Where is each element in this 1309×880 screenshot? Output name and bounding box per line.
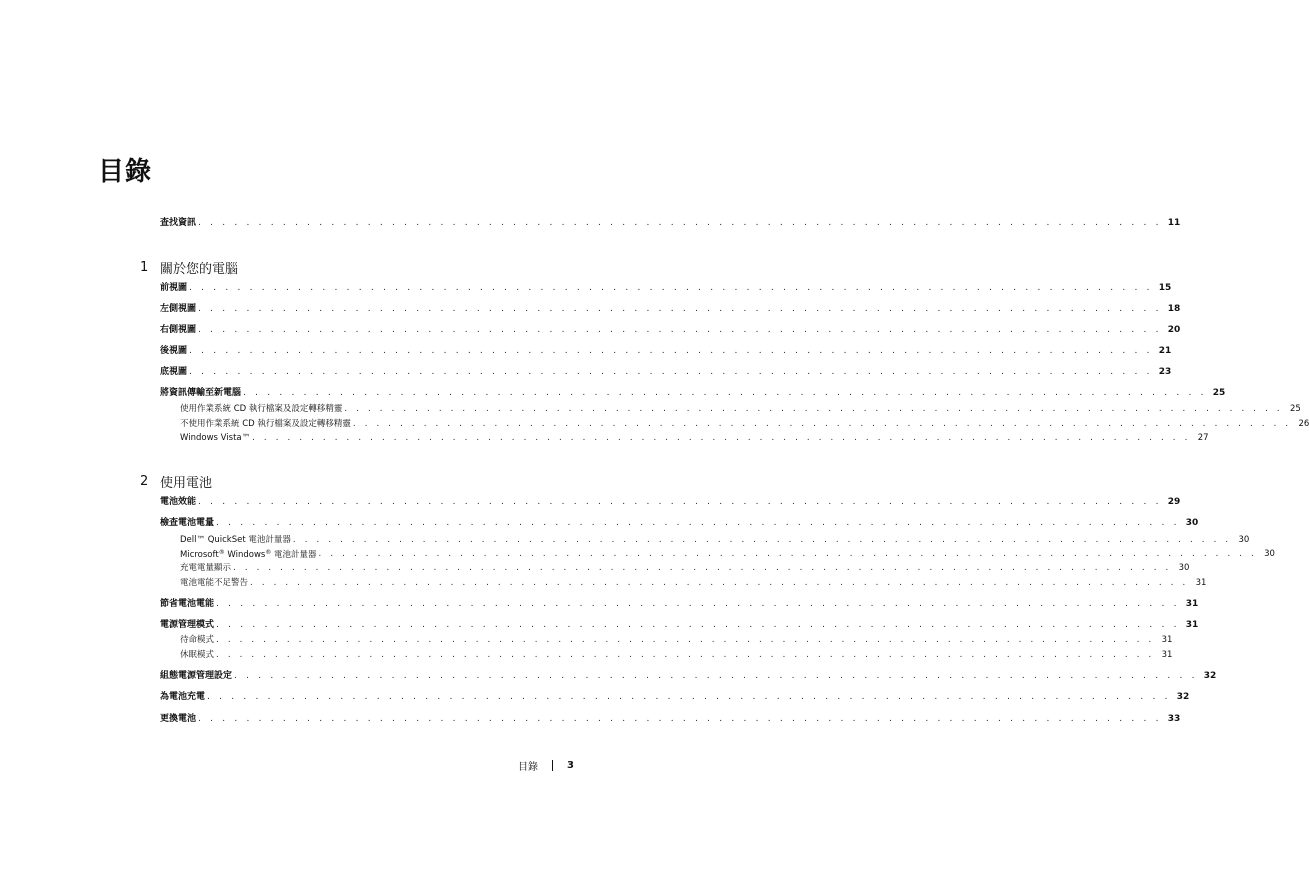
toc-page-number: 32 — [1203, 671, 1217, 681]
dot-leader: . . . . . . . . . . . . . . . . . . . . . . . . . . . . . . . . . . . . . . . . . . . . . . . . . . . . . . . . . . . . . . . . . . . . . . . . . . . . . . . . — [216, 635, 1155, 645]
page-footer — [518, 758, 574, 773]
toc-page-number: 31 — [1185, 620, 1199, 630]
toc-entry[interactable] — [160, 386, 1226, 400]
page-title: 目錄 — [98, 157, 153, 187]
toc-entry-label: 節省電池電能 — [160, 599, 215, 609]
toc-subentry[interactable] — [180, 576, 1207, 590]
toc-subentry[interactable] — [180, 402, 1301, 416]
toc-entry-label: 前視圖 — [160, 283, 188, 293]
toc-page-number: 30 — [1238, 535, 1250, 545]
toc-page-number: 31 — [1161, 635, 1173, 645]
dot-leader: . . . . . . . . . . . . . . . . . . . . . . . . . . . . . . . . . . . . . . . . . . . . . . . . . . . . . . . . . . . . . . . . . . . . . . . . . . . . . . . . — [318, 549, 1257, 559]
toc-entry[interactable] — [160, 516, 1199, 530]
dot-leader: . . . . . . . . . . . . . . . . . . . . . . . . . . . . . . . . . . . . . . . . . . . . . . . . . . . . . . . . . . . . . . . . . . . . . . . . . . . . . . . . — [352, 419, 1292, 429]
toc-entry-label: 電池效能 — [160, 497, 197, 507]
dot-leader: . . . . . . . . . . . . . . . . . . . . . . . . . . . . . . . . . . . . . . . . . . . . . . . . . . . . . . . . . . . . . . . . . . . . . . . . . . . . . . . . — [207, 692, 1171, 702]
toc-entry-label: 組態電源管理設定 — [160, 671, 233, 681]
toc-page-number: 33 — [1167, 714, 1181, 724]
toc-page-number: 21 — [1158, 346, 1172, 356]
toc-entry[interactable] — [160, 323, 1181, 337]
toc-page-number: 31 — [1161, 650, 1173, 660]
toc-entry-label: Windows Vista™ — [180, 433, 251, 443]
footer-page-number: 3 — [567, 760, 574, 771]
toc-entry[interactable] — [160, 495, 1181, 509]
dot-leader: . . . . . . . . . . . . . . . . . . . . . . . . . . . . . . . . . . . . . . . . . . . . . . . . . . . . . . . . . . . . . . . . . . . . . . . . . . . . . . . . — [243, 388, 1207, 398]
toc-subentry[interactable] — [180, 561, 1190, 575]
dot-leader: . . . . . . . . . . . . . . . . . . . . . . . . . . . . . . . . . . . . . . . . . . . . . . . . . . . . . . . . . . . . . . . . . . . . . . . . . . . . . . . . — [216, 518, 1180, 528]
toc-page-number: 11 — [1167, 218, 1181, 228]
toc-entry-label: 休眠模式 — [180, 650, 215, 660]
chapter-title: 關於您的電腦 — [160, 261, 239, 277]
toc-subentry[interactable] — [180, 547, 1275, 561]
toc-subentry[interactable] — [180, 533, 1250, 547]
toc-page-number: 15 — [1158, 283, 1172, 293]
toc-page-number: 20 — [1167, 325, 1181, 335]
toc-entry-label: 檢查電池電量 — [160, 518, 215, 528]
toc-page-number: 26 — [1298, 419, 1309, 429]
dot-leader: . . . . . . . . . . . . . . . . . . . . . . . . . . . . . . . . . . . . . . . . . . . . . . . . . . . . . . . . . . . . . . . . . . . . . . . . . . . . . . . . — [234, 671, 1198, 681]
toc-entry-label: 電源管理模式 — [160, 620, 215, 630]
toc-entry-label: 為電池充電 — [160, 692, 206, 702]
toc-page-number: 29 — [1167, 497, 1181, 507]
toc-page-number: 23 — [1158, 367, 1172, 377]
dot-leader: . . . . . . . . . . . . . . . . . . . . . . . . . . . . . . . . . . . . . . . . . . . . . . . . . . . . . . . . . . . . . . . . . . . . . . . . . . . . . . . . — [198, 497, 1162, 507]
chapter-heading — [140, 472, 212, 490]
toc-entry[interactable] — [160, 216, 1181, 230]
toc-entry-label: 後視圖 — [160, 346, 188, 356]
dot-leader: . . . . . . . . . . . . . . . . . . . . . . . . . . . . . . . . . . . . . . . . . . . . . . . . . . . . . . . . . . . . . . . . . . . . . . . . . . . . . . . . — [216, 650, 1155, 660]
dot-leader: . . . . . . . . . . . . . . . . . . . . . . . . . . . . . . . . . . . . . . . . . . . . . . . . . . . . . . . . . . . . . . . . . . . . . . . . . . . . . . . . — [216, 620, 1180, 630]
toc-page-number: 30 — [1185, 518, 1199, 528]
toc-page-number: 18 — [1167, 304, 1181, 314]
toc-page-number: 25 — [1212, 388, 1226, 398]
toc-entry-label: 電池電能不足警告 — [180, 578, 249, 588]
toc-entry-label: 使用作業系統 CD 執行檔案及設定轉移精靈 — [180, 404, 343, 414]
toc-entry-label: 右側視圖 — [160, 325, 197, 335]
toc-entry[interactable] — [160, 669, 1217, 683]
toc-page-number: 31 — [1185, 599, 1199, 609]
dot-leader: . . . . . . . . . . . . . . . . . . . . . . . . . . . . . . . . . . . . . . . . . . . . . . . . . . . . . . . . . . . . . . . . . . . . . . . . . . . . . . . . — [252, 433, 1191, 443]
footer-section-label: 目錄 — [518, 762, 539, 773]
toc-entry[interactable] — [160, 618, 1199, 632]
dot-leader: . . . . . . . . . . . . . . . . . . . . . . . . . . . . . . . . . . . . . . . . . . . . . . . . . . . . . . . . . . . . . . . . . . . . . . . . . . . . . . . . — [189, 367, 1153, 377]
toc-page-number: 25 — [1289, 404, 1301, 414]
toc-entry[interactable] — [160, 597, 1199, 611]
chapter-number: 2 — [140, 473, 149, 489]
chapter-heading — [140, 258, 238, 276]
toc-entry[interactable] — [160, 712, 1181, 726]
toc-subentry[interactable] — [180, 417, 1309, 431]
chapter-number: 1 — [140, 259, 149, 275]
toc-subentry[interactable] — [180, 648, 1173, 662]
dot-leader: . . . . . . . . . . . . . . . . . . . . . . . . . . . . . . . . . . . . . . . . . . . . . . . . . . . . . . . . . . . . . . . . . . . . . . . . . . . . . . . . — [292, 535, 1232, 545]
dot-leader: . . . . . . . . . . . . . . . . . . . . . . . . . . . . . . . . . . . . . . . . . . . . . . . . . . . . . . . . . . . . . . . . . . . . . . . . . . . . . . . . — [198, 325, 1162, 335]
toc-page-number: 32 — [1176, 692, 1190, 702]
toc-page-number: 27 — [1197, 433, 1209, 443]
toc-entry-label: 底視圖 — [160, 367, 188, 377]
toc-page-number: 30 — [1178, 563, 1190, 573]
dot-leader: . . . . . . . . . . . . . . . . . . . . . . . . . . . . . . . . . . . . . . . . . . . . . . . . . . . . . . . . . . . . . . . . . . . . . . . . . . . . . . . . — [216, 599, 1180, 609]
toc-entry-label: 不使用作業系統 CD 執行檔案及設定轉移精靈 — [180, 419, 351, 429]
dot-leader: . . . . . . . . . . . . . . . . . . . . . . . . . . . . . . . . . . . . . . . . . . . . . . . . . . . . . . . . . . . . . . . . . . . . . . . . . . . . . . . . — [198, 714, 1162, 724]
toc-subentry[interactable] — [180, 431, 1209, 445]
dot-leader: . . . . . . . . . . . . . . . . . . . . . . . . . . . . . . . . . . . . . . . . . . . . . . . . . . . . . . . . . . . . . . . . . . . . . . . . . . . . . . . . — [189, 283, 1153, 293]
dot-leader: . . . . . . . . . . . . . . . . . . . . . . . . . . . . . . . . . . . . . . . . . . . . . . . . . . . . . . . . . . . . . . . . . . . . . . . . . . . . . . . . — [344, 404, 1283, 414]
toc-entry[interactable] — [160, 365, 1172, 379]
toc-entry-label: 將資訊傳輸至新電腦 — [160, 388, 242, 398]
footer-divider — [552, 760, 553, 771]
dot-leader: . . . . . . . . . . . . . . . . . . . . . . . . . . . . . . . . . . . . . . . . . . . . . . . . . . . . . . . . . . . . . . . . . . . . . . . . . . . . . . . . — [198, 304, 1162, 314]
dot-leader: . . . . . . . . . . . . . . . . . . . . . . . . . . . . . . . . . . . . . . . . . . . . . . . . . . . . . . . . . . . . . . . . . . . . . . . . . . . . . . . . — [233, 563, 1172, 573]
dot-leader: . . . . . . . . . . . . . . . . . . . . . . . . . . . . . . . . . . . . . . . . . . . . . . . . . . . . . . . . . . . . . . . . . . . . . . . . . . . . . . . . — [250, 578, 1189, 588]
toc-page-number: 30 — [1264, 549, 1275, 559]
dot-leader: . . . . . . . . . . . . . . . . . . . . . . . . . . . . . . . . . . . . . . . . . . . . . . . . . . . . . . . . . . . . . . . . . . . . . . . . . . . . . . . . — [198, 218, 1162, 228]
toc-entry-label: 充電電量顯示 — [180, 563, 232, 573]
dot-leader: . . . . . . . . . . . . . . . . . . . . . . . . . . . . . . . . . . . . . . . . . . . . . . . . . . . . . . . . . . . . . . . . . . . . . . . . . . . . . . . . — [189, 346, 1153, 356]
chapter-title: 使用電池 — [160, 475, 213, 491]
toc-entry-label: Dell™ QuickSet 電池計量器 — [180, 535, 291, 545]
toc-entry[interactable] — [160, 344, 1172, 358]
toc-page-number: 31 — [1195, 578, 1207, 588]
toc-subentry[interactable] — [180, 633, 1173, 647]
toc-entry[interactable] — [160, 281, 1172, 295]
toc-entry-label: 更換電池 — [160, 714, 197, 724]
toc-entry[interactable] — [160, 690, 1190, 704]
toc-entry-label: 待命模式 — [180, 635, 215, 645]
toc-entry-label: Microsoft® Windows® 電池計量器 — [180, 549, 317, 560]
toc-entry-label: 查找資訊 — [160, 218, 197, 228]
toc-entry[interactable] — [160, 302, 1181, 316]
toc-entry-label: 左側視圖 — [160, 304, 197, 314]
